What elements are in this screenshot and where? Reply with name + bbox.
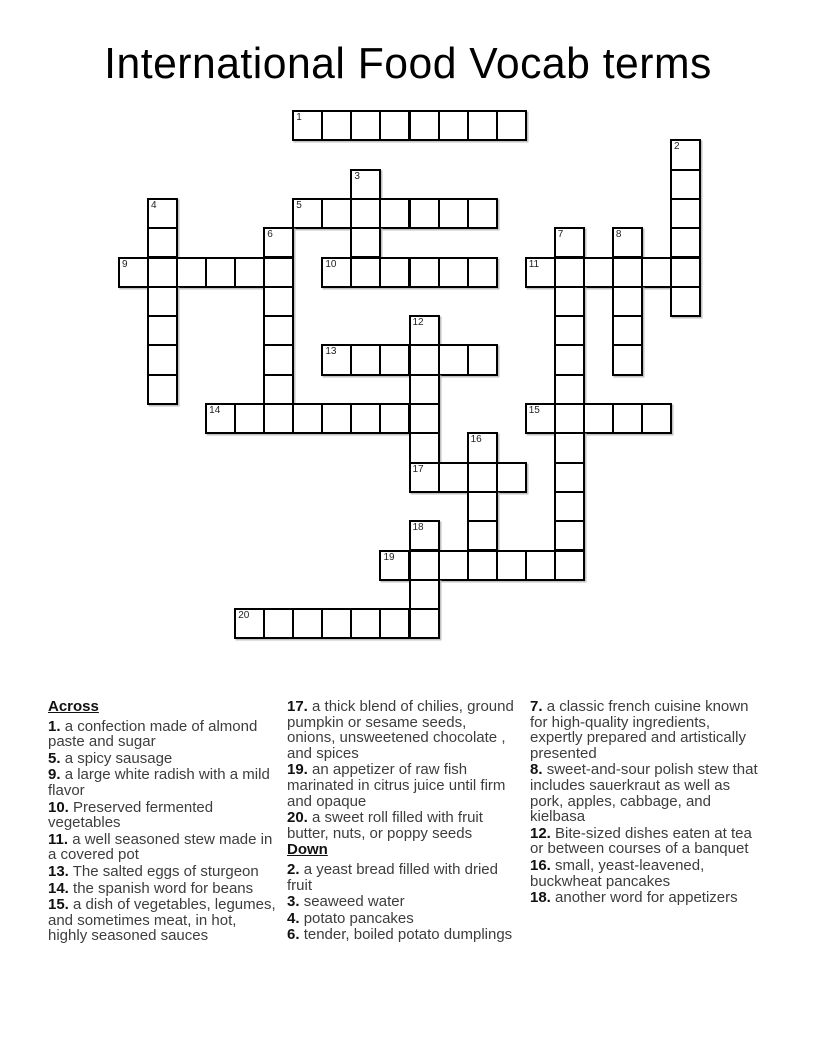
clue-item (287, 699, 517, 761)
grid-cell[interactable] (409, 520, 440, 551)
clue-text: Preserved fermented vegetables (48, 798, 214, 832)
grid-cell[interactable] (234, 257, 265, 288)
clue-item (287, 894, 517, 910)
grid-cell[interactable] (525, 403, 556, 434)
clue-number: 19. (287, 761, 308, 779)
grid-cell[interactable] (496, 462, 527, 493)
clue-text: tender, boiled potato dumplings (303, 926, 513, 944)
grid-cell[interactable] (583, 403, 614, 434)
clue-number: 9. (48, 766, 61, 784)
clue-text: potato pancakes (303, 909, 414, 927)
cell-number: 5 (296, 199, 302, 211)
cell-number: 18 (412, 522, 424, 534)
cell-number: 16 (470, 434, 482, 446)
cell-number: 8 (615, 229, 622, 241)
grid-cell[interactable] (147, 344, 178, 375)
grid-cell[interactable] (350, 227, 381, 258)
clue-text: a sweet roll filled with fruit butter, nuts, or poppy seeds (287, 809, 483, 842)
clue-item (48, 832, 278, 863)
grid-cell[interactable] (554, 286, 585, 317)
grid-cell[interactable] (205, 403, 236, 434)
grid-cell[interactable] (554, 374, 585, 405)
grid-cell[interactable] (176, 257, 207, 288)
clues-heading-text: Down (287, 841, 328, 859)
grid-cell[interactable] (263, 374, 294, 405)
grid-cell[interactable] (321, 608, 352, 639)
grid-cell[interactable] (379, 198, 410, 229)
grid-cell[interactable] (554, 403, 585, 434)
grid-cell[interactable] (350, 344, 381, 375)
grid-cell[interactable] (670, 139, 701, 170)
grid-cell[interactable] (554, 257, 585, 288)
clue-number: 3. (287, 893, 300, 911)
grid-cell[interactable] (438, 344, 469, 375)
grid-cell[interactable] (438, 110, 469, 141)
grid-cell[interactable] (350, 257, 381, 288)
grid-cell[interactable] (321, 344, 352, 375)
grid-cell[interactable] (612, 315, 643, 346)
grid-cell[interactable] (554, 491, 585, 522)
clue-number: 17. (287, 698, 308, 715)
grid-cell[interactable] (147, 315, 178, 346)
grid-cell[interactable] (350, 198, 381, 229)
clue-item (287, 762, 517, 809)
clue-number: 6. (287, 926, 300, 944)
clue-column (48, 699, 278, 945)
clue-item (48, 719, 278, 750)
grid-cell[interactable] (409, 462, 440, 493)
grid-cell[interactable] (670, 198, 701, 229)
grid-cell[interactable] (147, 374, 178, 405)
clue-item (287, 911, 517, 927)
cell-number: 11 (528, 258, 540, 270)
grid-cell[interactable] (234, 608, 265, 639)
cell-number: 7 (557, 229, 564, 241)
clue-number: 4. (287, 909, 300, 927)
clues-heading (287, 842, 517, 858)
grid-cell[interactable] (525, 257, 556, 288)
cell-number: 19 (383, 551, 395, 563)
grid-cell[interactable] (554, 462, 585, 493)
clue-item (48, 751, 278, 767)
grid-cell[interactable] (612, 286, 643, 317)
clue-number: 15. (48, 896, 69, 914)
grid-cell[interactable] (409, 198, 440, 229)
grid-cell[interactable] (350, 608, 381, 639)
clue-text: a dish of vegetables, legumes, and sometimes meat, in hot, highly seasoned sauces (48, 896, 276, 945)
grid-cell[interactable] (234, 403, 265, 434)
grid-cell[interactable] (438, 550, 469, 581)
grid-cell[interactable] (379, 344, 410, 375)
grid-cell[interactable] (612, 344, 643, 375)
grid-cell[interactable] (496, 550, 527, 581)
grid-cell[interactable] (379, 257, 410, 288)
grid-cell[interactable] (409, 403, 440, 434)
clue-item (530, 826, 760, 857)
grid-cell[interactable] (292, 110, 323, 141)
clue-number: 11. (48, 830, 69, 848)
grid-cell[interactable] (350, 110, 381, 141)
grid-cell[interactable] (205, 257, 236, 288)
clue-number: 2. (287, 860, 300, 878)
clue-number: 20. (287, 809, 308, 827)
grid-cell[interactable] (641, 257, 672, 288)
grid-cell[interactable] (641, 403, 672, 434)
clues-heading (48, 699, 278, 715)
grid-cell[interactable] (670, 286, 701, 317)
grid-cell[interactable] (379, 110, 410, 141)
grid-cell[interactable] (554, 550, 585, 581)
grid-cell[interactable] (583, 257, 614, 288)
grid-cell[interactable] (467, 462, 498, 493)
clue-text: a well seasoned stew made in a covered pot (48, 830, 273, 864)
cell-number: 13 (325, 346, 337, 358)
grid-cell[interactable] (554, 227, 585, 258)
grid-cell[interactable] (612, 403, 643, 434)
clue-item (530, 890, 760, 906)
cell-number: 20 (238, 610, 250, 622)
grid-cell[interactable] (379, 403, 410, 434)
grid-cell[interactable] (467, 198, 498, 229)
grid-cell[interactable] (467, 432, 498, 463)
grid-cell[interactable] (263, 403, 294, 434)
grid-cell[interactable] (554, 315, 585, 346)
clue-column (530, 699, 760, 907)
grid-cell[interactable] (525, 550, 556, 581)
clue-text: a thick blend of chilies, ground pumpkin or sesame seeds, onions, unsweetened chocolate , and spices (287, 698, 514, 762)
clues-heading-text: Across (48, 698, 99, 715)
clue-number: 10. (48, 798, 69, 816)
grid-cell[interactable] (612, 227, 643, 258)
grid-cell[interactable] (409, 608, 440, 639)
clue-text: another word for appetizers (555, 889, 738, 907)
grid-cell[interactable] (350, 403, 381, 434)
cell-number: 15 (528, 405, 540, 416)
grid-cell[interactable] (467, 110, 498, 141)
grid-cell[interactable] (670, 227, 701, 258)
page-title: International Food Vocab terms (104, 39, 712, 88)
grid-cell[interactable] (554, 344, 585, 375)
grid-cell[interactable] (467, 491, 498, 522)
cell-number: 1 (296, 112, 302, 123)
clue-number: 14. (48, 879, 69, 897)
clue-text: the spanish word for beans (73, 879, 254, 897)
clue-item (48, 767, 278, 798)
clue-number: 8. (530, 761, 543, 779)
grid-cell[interactable] (147, 227, 178, 258)
clue-item (530, 699, 760, 761)
cell-number: 2 (673, 141, 680, 153)
clue-item (530, 858, 760, 889)
cell-number: 17 (412, 463, 424, 475)
grid-cell[interactable] (321, 110, 352, 141)
grid-cell[interactable] (292, 403, 323, 434)
clue-text: seaweed water (303, 893, 405, 911)
grid-cell[interactable] (612, 257, 643, 288)
cell-number: 4 (151, 199, 157, 211)
grid-cell[interactable] (263, 227, 294, 258)
grid-cell[interactable] (292, 198, 323, 229)
grid-cell[interactable] (467, 550, 498, 581)
grid-cell[interactable] (147, 286, 178, 317)
grid-cell[interactable] (409, 374, 440, 405)
clue-column (287, 699, 517, 944)
grid-cell[interactable] (321, 403, 352, 434)
clue-item (48, 881, 278, 897)
grid-cell[interactable] (379, 608, 410, 639)
grid-cell[interactable] (467, 257, 498, 288)
clue-number: 7. (530, 698, 543, 715)
grid-cell[interactable] (263, 286, 294, 317)
cell-number: 14 (209, 405, 221, 416)
clue-item (287, 927, 517, 943)
clue-item (287, 810, 517, 841)
grid-cell[interactable] (409, 257, 440, 288)
clue-item (287, 862, 517, 893)
cell-number: 10 (325, 258, 337, 270)
clue-text: sweet-and-sour polish stew that includes sauerkraut as well as pork, apples, cabbage, and kielbasa (530, 761, 758, 826)
clue-number: 16. (530, 856, 551, 874)
grid-cell[interactable] (350, 169, 381, 200)
clue-item (48, 864, 278, 880)
grid-cell[interactable] (409, 110, 440, 141)
clue-text: a yeast bread filled with dried fruit (287, 860, 498, 894)
grid-cell[interactable] (263, 608, 294, 639)
grid-cell[interactable] (438, 462, 469, 493)
grid-cell[interactable] (292, 608, 323, 639)
grid-cell[interactable] (670, 169, 701, 200)
clue-number: 12. (530, 824, 551, 842)
clue-text: Bite-sized dishes eaten at tea or between courses of a banquet (530, 824, 752, 858)
clue-number: 5. (48, 749, 61, 767)
grid-cell[interactable] (467, 344, 498, 375)
grid-cell[interactable] (263, 257, 294, 288)
clue-text: small, yeast-leavened, buckwheat pancakes (530, 856, 705, 890)
grid-cell[interactable] (118, 257, 149, 288)
grid-cell[interactable] (554, 432, 585, 463)
clue-text: a large white radish with a mild flavor (48, 766, 270, 799)
grid-cell[interactable] (438, 257, 469, 288)
grid-cell[interactable] (670, 257, 701, 288)
grid-cell[interactable] (467, 520, 498, 551)
grid-cell[interactable] (379, 550, 410, 581)
grid-cell[interactable] (263, 344, 294, 375)
grid-cell[interactable] (409, 550, 440, 581)
clue-text: an appetizer of raw fish marinated in citrus juice until firm and opaque (287, 761, 506, 810)
clue-text: a classic french cuisine known for high-quality ingredients, expertly prepared and artistically presented (530, 698, 749, 762)
grid-cell[interactable] (409, 432, 440, 463)
clue-text: The salted eggs of sturgeon (72, 862, 259, 880)
grid-cell[interactable] (321, 198, 352, 229)
grid-cell[interactable] (554, 520, 585, 551)
clue-item (530, 762, 760, 824)
grid-cell[interactable] (263, 315, 294, 346)
grid-cell[interactable] (147, 198, 178, 229)
grid-cell[interactable] (147, 257, 178, 288)
grid-cell[interactable] (409, 579, 440, 610)
grid-cell[interactable] (321, 257, 352, 288)
cell-number: 3 (354, 170, 360, 182)
clue-number: 13. (48, 862, 69, 880)
grid-cell[interactable] (438, 198, 469, 229)
grid-cell[interactable] (409, 344, 440, 375)
cell-number: 9 (122, 258, 128, 270)
clue-item (48, 897, 278, 944)
cell-number: 12 (412, 317, 424, 329)
cell-number: 6 (267, 229, 273, 241)
clue-number: 1. (48, 717, 61, 735)
clue-text: a confection made of almond paste and sugar (48, 717, 258, 751)
grid-cell[interactable] (409, 315, 440, 346)
clue-number: 18. (530, 889, 551, 907)
clue-text: a spicy sausage (64, 749, 173, 767)
clue-item (48, 800, 278, 831)
grid-cell[interactable] (496, 110, 527, 141)
